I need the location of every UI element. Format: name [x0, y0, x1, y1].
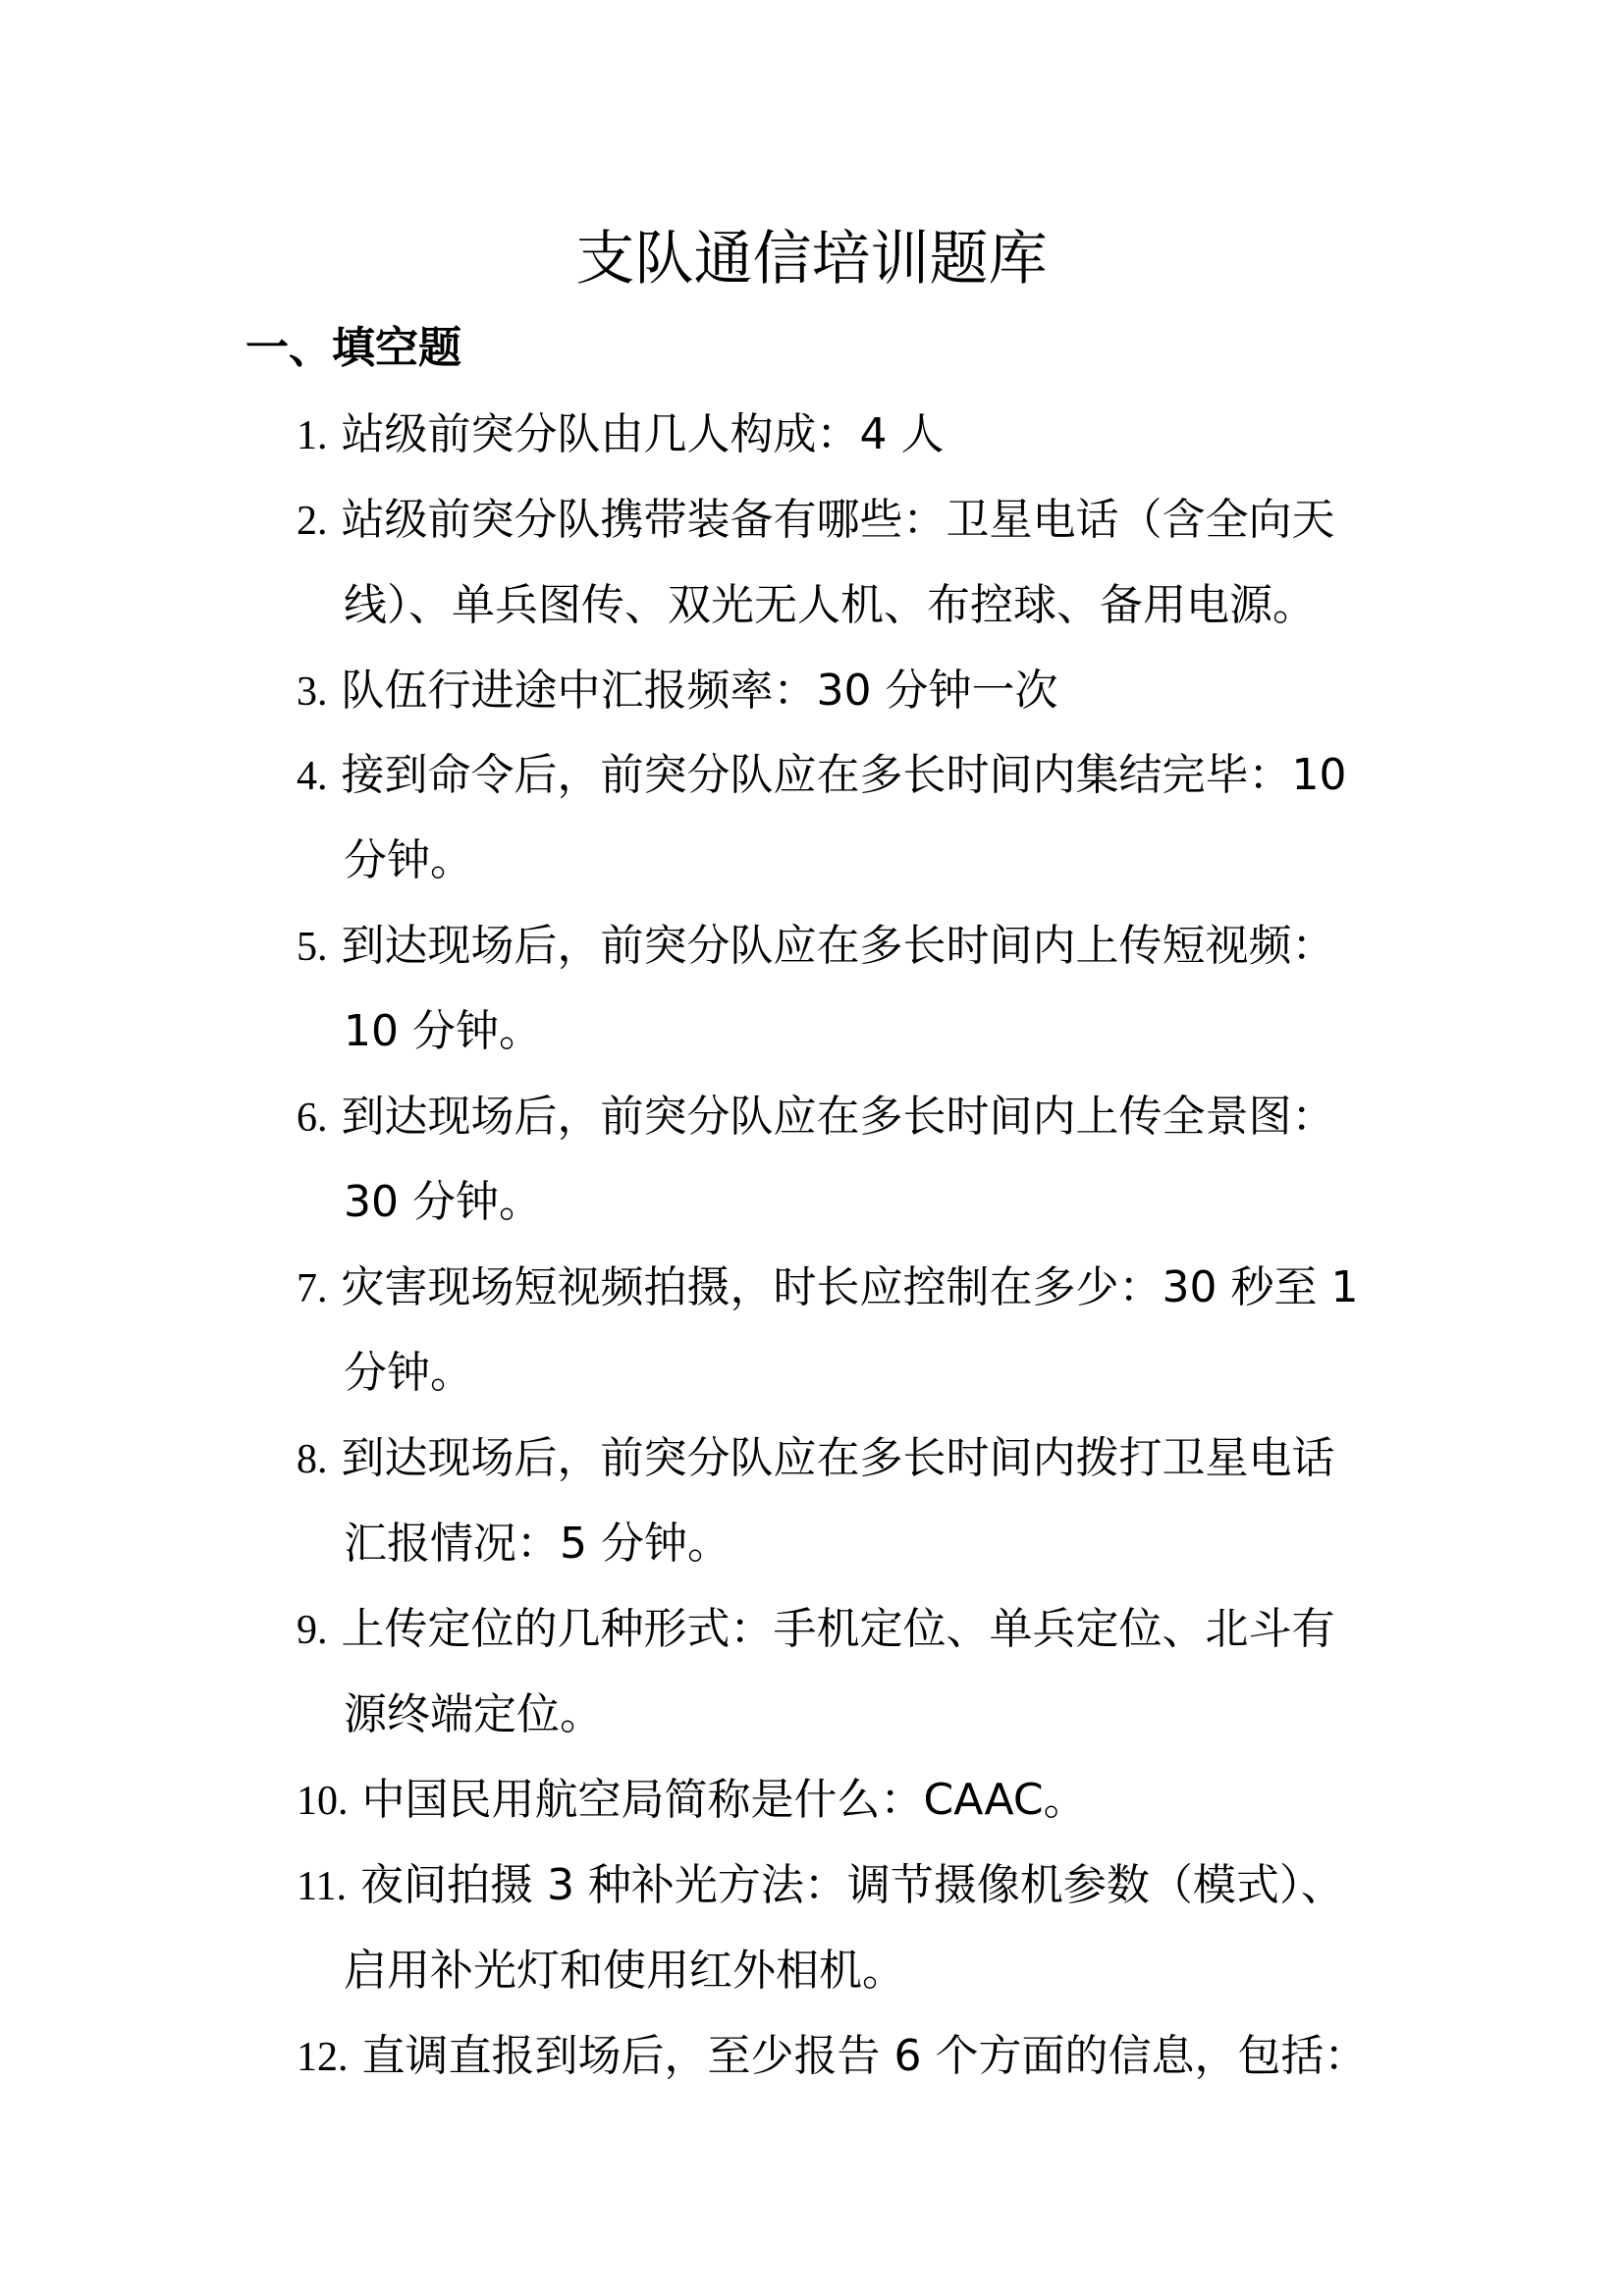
question-8-continuation: 汇报情况：5 分钟。 — [344, 1519, 730, 1569]
question-number: 1. — [297, 413, 328, 458]
question-4 — [297, 741, 1347, 811]
question-10 — [297, 1766, 1087, 1836]
question-9 — [297, 1595, 1335, 1665]
question-6-continuation: 30 分钟。 — [344, 1177, 542, 1227]
question-text: 站级前突分队由几人构成：4 人 — [341, 409, 945, 459]
question-number: 12. — [297, 2035, 349, 2080]
question-11-continuation: 启用补光灯和使用红外相机。 — [344, 1946, 905, 1996]
question-5 — [297, 912, 1335, 982]
question-number: 4. — [297, 754, 328, 799]
question-7 — [297, 1254, 1358, 1323]
question-11 — [297, 1851, 1344, 1921]
question-number: 9. — [297, 1608, 328, 1653]
question-12 — [297, 2022, 1367, 2092]
question-text: 接到命令后，前突分队应在多长时间内集结完毕：10 — [341, 750, 1347, 800]
question-text: 站级前突分队携带装备有哪些：卫星电话（含全向天 — [341, 495, 1335, 545]
question-text: 到达现场后，前突分队应在多长时间内拨打卫星电话 — [341, 1433, 1335, 1483]
question-number: 2. — [297, 499, 328, 544]
question-8 — [297, 1424, 1335, 1494]
question-text: 灾害现场短视频拍摄，时长应控制在多少：30 秒至 1 — [341, 1262, 1359, 1312]
question-number: 11. — [297, 1864, 347, 1909]
question-2 — [297, 486, 1335, 556]
question-number: 6. — [297, 1095, 328, 1141]
question-1 — [297, 400, 944, 470]
question-text: 直调直报到场后，至少报告 6 个方面的信息，包括： — [361, 2031, 1368, 2081]
question-7-continuation: 分钟。 — [344, 1348, 473, 1398]
question-9-continuation: 源终端定位。 — [344, 1689, 603, 1739]
question-2-continuation: 线）、单兵图传、双光无人机、布控球、备用电源。 — [344, 580, 1316, 630]
question-text: 中国民用航空局简称是什么：CAAC。 — [361, 1775, 1087, 1825]
question-number: 10. — [297, 1779, 349, 1824]
question-text: 上传定位的几种形式：手机定位、单兵定位、北斗有 — [341, 1604, 1335, 1654]
section-heading: 一、填空题 — [245, 323, 461, 373]
question-number: 3. — [297, 669, 328, 715]
question-text: 队伍行进途中汇报频率：30 分钟一次 — [341, 666, 1058, 716]
question-number: 7. — [297, 1266, 328, 1311]
question-text: 夜间拍摄 3 种补光方法：调节摄像机参数（模式）、 — [359, 1860, 1344, 1910]
question-text: 到达现场后，前突分队应在多长时间内上传全景图： — [341, 1092, 1335, 1142]
question-6 — [297, 1083, 1335, 1152]
question-number: 5. — [297, 925, 328, 970]
question-5-continuation: 10 分钟。 — [344, 1006, 542, 1056]
question-4-continuation: 分钟。 — [344, 835, 473, 885]
page-title: 支队通信培训题库 — [575, 225, 1048, 294]
question-number: 8. — [297, 1437, 328, 1482]
question-3 — [297, 657, 1057, 726]
question-text: 到达现场后，前突分队应在多长时间内上传短视频： — [341, 921, 1335, 971]
